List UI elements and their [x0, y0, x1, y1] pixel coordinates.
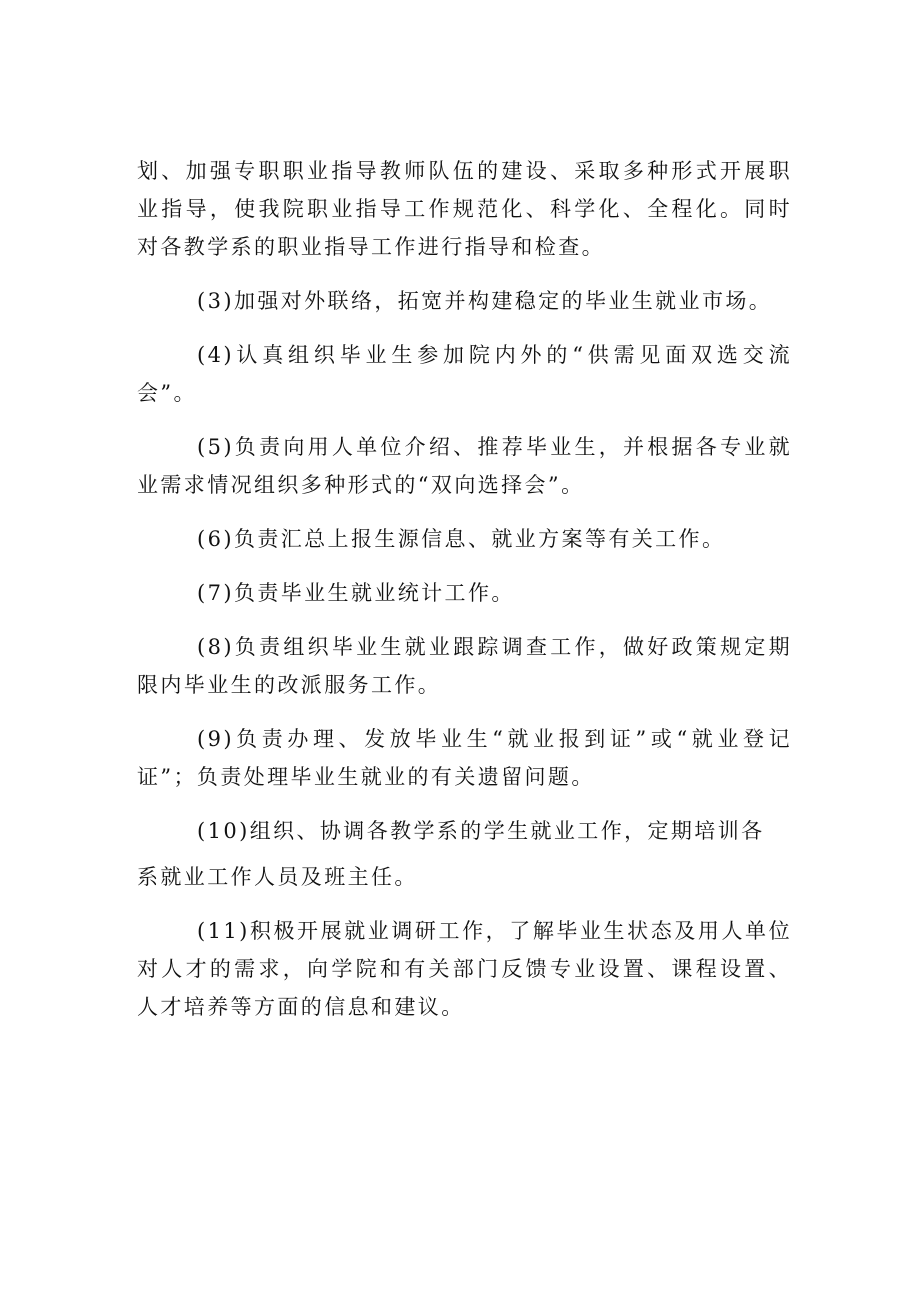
paragraph-item-10-continued: 系就业工作人员及班主任。	[137, 865, 418, 889]
paragraph-item-9: (9)负责办理、发放毕业生“就业报到证”或“就业登记证”；负责处理毕业生就业的有关遗留问题。	[137, 727, 792, 789]
document-body	[137, 152, 792, 1042]
paragraph-item-8: (8)负责组织毕业生就业跟踪调查工作，做好政策规定期限内毕业生的改派服务工作。	[137, 635, 792, 697]
paragraph-item-11: (11)积极开展就业调研工作，了解毕业生状态及用人单位对人才的需求，向学院和有关部门反馈专业设置、课程设置、人才培养等方面的信息和建议。	[137, 919, 792, 1019]
paragraph-item-10: (10)组织、协调各教学系的学生就业工作，定期培训各	[197, 819, 765, 843]
paragraph-item-4: (4)认真组织毕业生参加院内外的“供需见面双选交流会”。	[137, 343, 792, 405]
paragraph-continuation: 划、加强专职职业指导教师队伍的建设、采取多种形式开展职业指导，使我院职业指导工作规范化、科学化、全程化。同时对各教学系的职业指导工作进行指导和检查。	[137, 159, 792, 259]
paragraph-item-7: (7)负责毕业生就业统计工作。	[197, 581, 515, 605]
paragraph-item-6: (6)负责汇总上报生源信息、就业方案等有关工作。	[197, 527, 726, 551]
paragraph-item-5: (5)负责向用人单位介绍、推荐毕业生，并根据各专业就业需求情况组织多种形式的“双向选择会”。	[137, 435, 792, 497]
paragraph-item-3: (3)加强对外联络，拓宽并构建稳定的毕业生就业市场。	[197, 289, 773, 313]
